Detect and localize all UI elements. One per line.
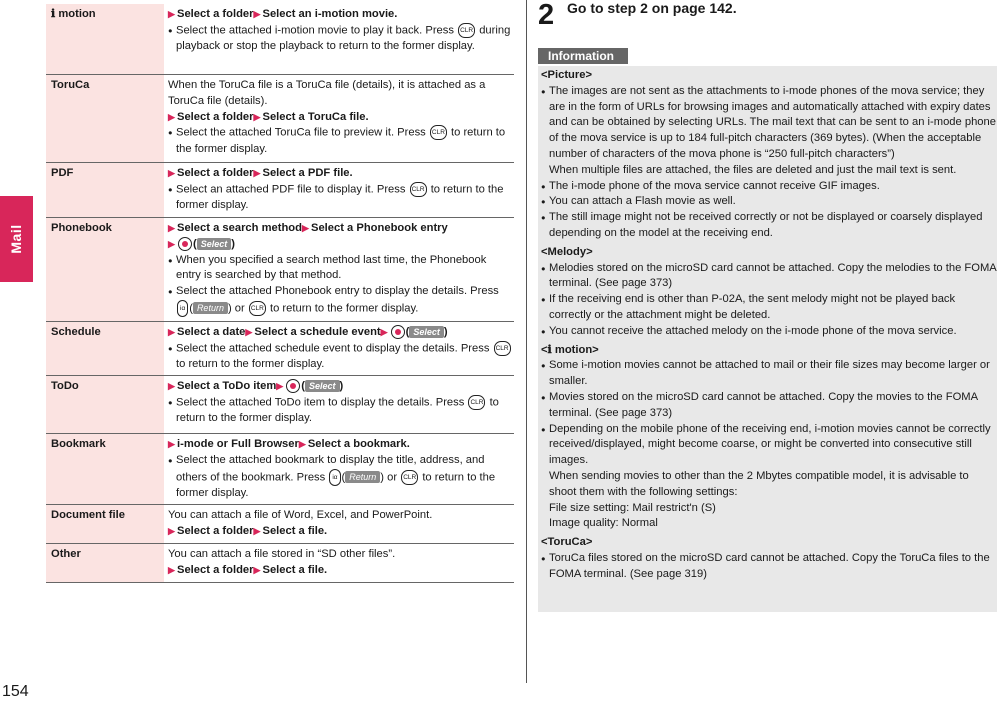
arrow-icon: ▶ [168, 238, 175, 249]
column-divider [526, 0, 527, 683]
info-bullet: ● Some i-motion movies cannot be attached to mail or their file sizes may become larger or smaller. [541, 358, 997, 390]
mail-section-tab [0, 196, 33, 282]
step-line: ▶ Select a folder▶ Select a ToruCa file. [168, 110, 512, 126]
center-key-icon [286, 379, 300, 393]
row-label: Document file [46, 505, 164, 543]
arrow-icon: ▶ [298, 439, 306, 449]
bullet-item: ● Select the attached ToDo item to display the details. Press CLR to return to the former display. [168, 395, 512, 427]
section-title-imotion: <ℹ motion> [541, 343, 599, 356]
clr-key-icon: CLR [494, 341, 511, 356]
row-label: Bookmark [46, 434, 164, 504]
step-line: ▶ Select a search method▶ Select a Phonebook entry [168, 221, 512, 237]
bullet-item: ● Select an attached PDF file to display it. Press CLR to return to the former display. [168, 182, 512, 214]
bullet-item: ● When you specified a search method last time, the Phonebook entry is searched by that method. [168, 253, 512, 285]
row-label: ToDo [46, 376, 164, 433]
info-bullet: ● You cannot receive the attached melody on the i-mode phone of the mova service. [541, 324, 997, 340]
step-number: 2 [538, 0, 555, 31]
arrow-icon: ▶ [253, 525, 261, 536]
arrow-icon: ▶ [380, 327, 388, 337]
info-bullet: ● Depending on the mobile phone of the receiving end, i-motion movies cannot be correctly received/displayed, might become coarse, or might be converted into consecutive still images. [541, 422, 997, 469]
information-box [538, 46, 997, 612]
table-row-bookmark [46, 434, 514, 505]
table-row-schedule [46, 322, 514, 376]
clr-key-icon: CLR [430, 125, 447, 140]
arrow-icon: ▶ [253, 168, 261, 178]
info-continuation: When multiple files are attached, the files are deleted and just the mail text is sent. [549, 163, 957, 176]
arrow-icon: ▶ [253, 111, 261, 122]
arrow-icon: ▶ [276, 381, 284, 391]
arrow-icon: ▶ [168, 327, 175, 337]
table-row-phonebook [46, 218, 514, 322]
info-bullet: ● The still image might not be received correctly or not be displayed or coarsely displayed depending on the model at the receiving end. [541, 210, 997, 242]
bullet-item: ● Select the attached bookmark to display the title, address, and others of the bookmark. Press iα ( Return ) or CLR to return to the former display. [168, 453, 512, 502]
arrow-icon: ▶ [168, 223, 175, 233]
center-key-icon [178, 237, 192, 251]
info-bullet: ● Melodies stored on the microSD card cannot be attached. Copy the melodies to the FOMA terminal. (See page 373) [541, 261, 997, 293]
arrow-icon: ▶ [245, 327, 253, 337]
arrow-icon: ▶ [301, 223, 309, 233]
row-label: Phonebook [46, 218, 164, 321]
step-line: ▶ i-mode or Full Browser▶ Select a bookmark. [168, 437, 512, 453]
clr-key-icon: CLR [410, 182, 427, 197]
table-row-pdf [46, 163, 514, 218]
table-row-imotion [46, 4, 514, 75]
info-bullet: ● You can attach a Flash movie as well. [541, 194, 997, 210]
info-bullet: ● ToruCa files stored on the microSD card cannot be attached. Copy the ToruCa files to the FOMA terminal. (See page 319) [541, 551, 997, 583]
step-line: ▶ Select a folder▶ Select a PDF file. [168, 166, 512, 182]
info-setting-line: Image quality: Normal [549, 517, 658, 530]
select-softkey-icon: Select [409, 326, 444, 338]
row-label: Schedule [46, 322, 164, 375]
step-line: ▶ Select a folder▶ Select a file. [168, 524, 512, 540]
step-line: ▶ Select a folder▶ Select an i-motion movie. [168, 7, 512, 23]
row-description: When the ToruCa file is a ToruCa file (details), it is attached as a ToruCa file (details). [168, 79, 486, 107]
attachment-table [46, 4, 514, 583]
info-bullet: ● If the receiving end is other than P-02A, the sent melody might not be played back correctly or the attachment might be deleted. [541, 292, 997, 324]
bullet-item: ● Select the attached schedule event to display the details. Press CLR to return to the former display. [168, 341, 512, 373]
info-setting-line: File size setting: Mail restrict'n (S) [549, 501, 716, 514]
arrow-icon: ▶ [168, 168, 175, 178]
step-text: Go to step 2 on page 142. [567, 0, 737, 16]
section-title-toruca: <ToruCa> [541, 536, 593, 549]
row-label: Other [46, 544, 164, 582]
step-line: ▶ Select a date▶ Select a schedule event▶ ( Select ) [168, 325, 512, 341]
table-row-document-file [46, 505, 514, 544]
clr-key-icon: CLR [401, 470, 418, 485]
step-line: ▶ Select a folder▶ Select a file. [168, 563, 512, 579]
info-bullet: ● The i-mode phone of the mova service cannot receive GIF images. [541, 179, 997, 195]
arrow-icon: ▶ [253, 564, 261, 575]
info-continuation: When sending movies to other than the 2 Mbytes compatible model, it is advisable to shoot them with the following settings: [549, 469, 969, 498]
bullet-item: ● Select the attached i-motion movie to play it back. Press CLR during playback or stop the playback to return to the former display. [168, 23, 512, 55]
page-number: 154 [2, 683, 29, 700]
row-label: ℹ motion [46, 4, 164, 74]
table-row-todo [46, 376, 514, 434]
arrow-icon: ▶ [168, 111, 175, 122]
step-line: ▶ ( Select ) [168, 237, 512, 253]
section-title-melody: <Melody> [541, 245, 593, 258]
arrow-icon: ▶ [168, 525, 175, 536]
mail-tab-label: Mail [7, 224, 24, 254]
select-softkey-icon: Select [197, 238, 232, 250]
center-key-icon [391, 325, 405, 339]
row-description: You can attach a file of Word, Excel, and PowerPoint. [168, 509, 433, 521]
row-label: PDF [46, 163, 164, 217]
step-line: ▶ Select a ToDo item▶ ( Select ) [168, 379, 512, 395]
information-header: Information [538, 48, 628, 64]
bullet-item: ● Select the attached Phonebook entry to display the details. Press iα ( Return ) or CLR to return to the former display. [168, 284, 512, 317]
i-appli-key-icon: iα [329, 469, 340, 486]
arrow-icon: ▶ [168, 9, 175, 19]
info-bullet: ● Movies stored on the microSD card cannot be attached. Copy the movies to the FOMA terminal. (See page 373) [541, 390, 997, 422]
select-softkey-icon: Select [305, 380, 340, 392]
return-softkey-icon: Return [193, 302, 228, 314]
row-label: ToruCa [46, 75, 164, 162]
section-title-picture: <Picture> [541, 69, 592, 81]
clr-key-icon: CLR [458, 23, 475, 38]
bullet-item: ● Select the attached ToruCa file to preview it. Press CLR to return to the former display. [168, 125, 512, 157]
arrow-icon: ▶ [253, 9, 261, 19]
return-softkey-icon: Return [345, 471, 380, 483]
arrow-icon: ▶ [168, 381, 175, 391]
row-description: You can attach a file stored in “SD other files”. [168, 548, 396, 560]
arrow-icon: ▶ [168, 564, 175, 575]
clr-key-icon: CLR [468, 395, 485, 410]
info-bullet: ● The images are not sent as the attachments to i-mode phones of the mova service; they are in the form of URLs for browsing images and automatically attached with expiry dates and can be obtained by selecting URLs. The mail text that can be sent to an i-mode phone of the mova service is up to 184 full-pitch characters (369 bytes). (When the acceptable number of characters of the mova phone is “250 full-pitch characters”) [541, 84, 997, 163]
i-appli-key-icon: iα [177, 300, 188, 317]
table-row-toruca [46, 75, 514, 163]
table-row-other [46, 544, 514, 583]
clr-key-icon: CLR [249, 301, 266, 316]
arrow-icon: ▶ [168, 439, 175, 449]
